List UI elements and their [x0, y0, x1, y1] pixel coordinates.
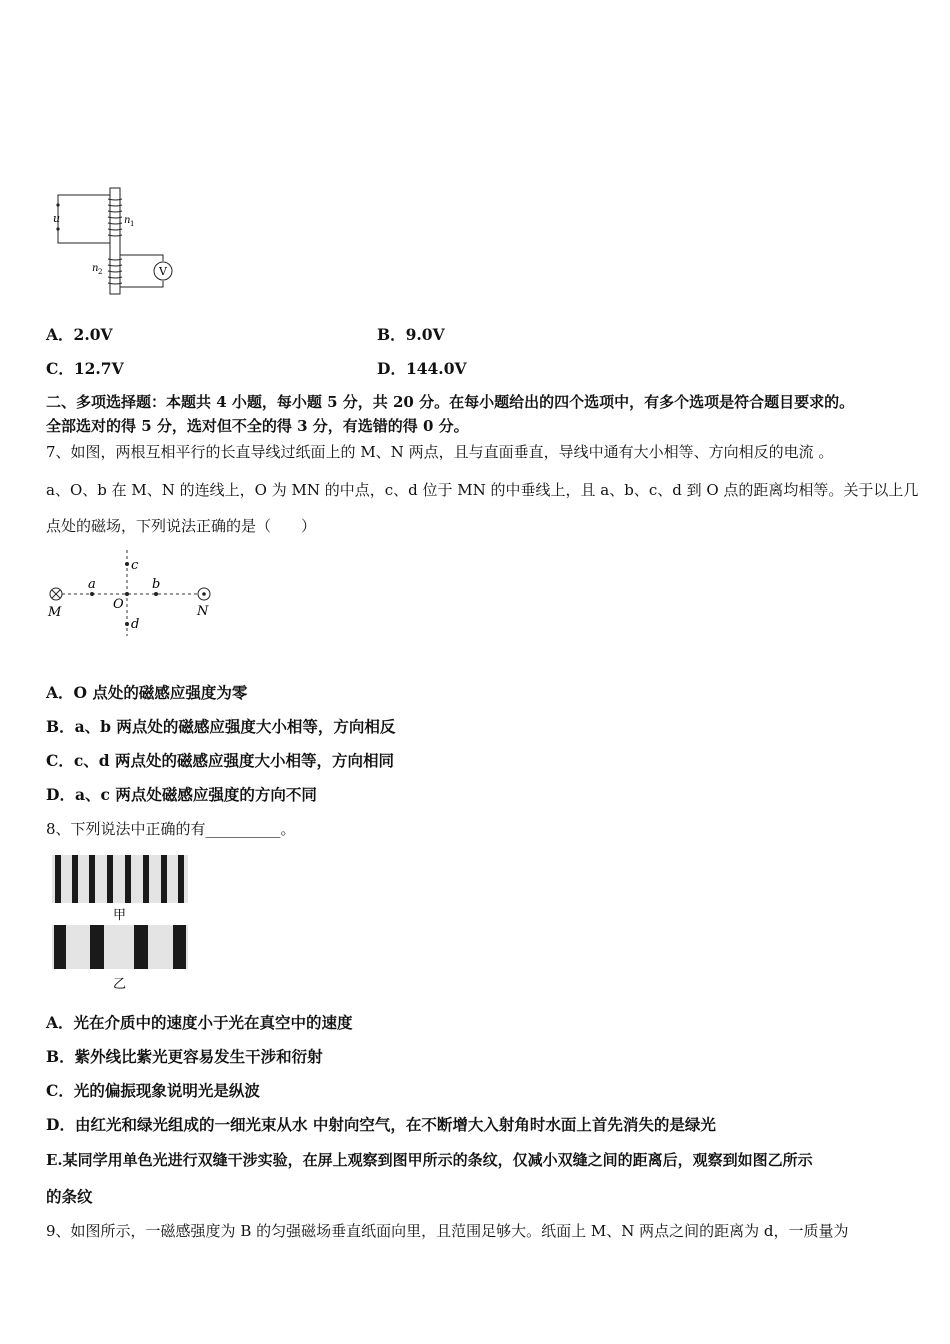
transformer-figure	[48, 185, 183, 300]
q7-option-d: D．a、c 两点处磁感应强度的方向不同	[46, 785, 317, 804]
q8-option-e-line2: 的条纹	[46, 1187, 93, 1206]
q7-stem-line2: a、O、b 在 M、N 的连线上，O 为 MN 的中点，c、d 位于 MN 的中垂线上，且 a、b、c、d 到 O 点的距离均相等。关于以上几	[46, 481, 919, 499]
q8-option-d: D．由红光和绿光组成的一细光束从水 中射向空气，在不断增大入射角时水面上首先消失的是绿光	[46, 1115, 716, 1134]
label-O: O	[113, 597, 124, 612]
label-n1-sub: 1	[130, 220, 135, 228]
label-c: c	[131, 558, 139, 573]
q7-stem-line1: 7、如图，两根互相平行的长直导线过纸面上的 M、N 两点，且与直面垂直，导线中通有大小相等、方向相反的电流 。	[46, 443, 834, 461]
q6-option-d: D．144.0V	[377, 359, 467, 378]
q7-option-a: A．O 点处的磁感应强度为零	[46, 683, 248, 702]
label-N: N	[197, 604, 209, 619]
interference-fringes-figure	[52, 855, 190, 995]
section2-heading-line2: 全部选对的得 5 分，选对但不全的得 3 分，有选错的得 0 分。	[46, 417, 469, 435]
q6-option-b: B．9.0V	[377, 325, 445, 344]
label-n2: n	[92, 263, 99, 274]
label-a: a	[88, 577, 96, 592]
label-n2-sub: 2	[98, 268, 103, 276]
label-M: M	[48, 605, 62, 620]
q6-option-c: C．12.7V	[46, 359, 124, 378]
label-jia: 甲	[113, 908, 127, 923]
q7-stem-line3: 点处的磁场，下列说法正确的是（ ）	[46, 517, 317, 535]
q8-option-a: A．光在介质中的速度小于光在真空中的速度	[46, 1013, 353, 1032]
q8-option-b: B．紫外线比紫光更容易发生干涉和衍射	[46, 1047, 323, 1066]
label-yi: 乙	[113, 977, 127, 992]
q7-option-c: C．c、d 两点处的磁感应强度大小相等，方向相同	[46, 751, 395, 770]
label-b: b	[152, 577, 161, 592]
q8-option-e-line1: E.某同学用单色光进行双缝干涉实验，在屏上观察到图甲所示的条纹，仅减小双缝之间的距离后，观察到如图乙所示	[46, 1151, 813, 1169]
q8-option-c: C．光的偏振现象说明光是纵波	[46, 1081, 260, 1100]
q7-option-b: B．a、b 两点处的磁感应强度大小相等，方向相反	[46, 717, 396, 736]
label-d: d	[131, 617, 140, 632]
label-n1: n	[124, 215, 131, 226]
q8-stem: 8、下列说法中正确的有__________。	[46, 820, 296, 838]
q9-stem-line1: 9、如图所示，一磁感强度为 B 的匀强磁场垂直纸面向里，且范围足够大。纸面上 M、N 两点之间的距离为 d，一质量为	[46, 1222, 849, 1240]
voltmeter-label: V	[159, 265, 167, 278]
wires-figure	[44, 548, 219, 638]
label-u: u	[53, 212, 61, 225]
section2-heading-line1: 二、多项选择题：本题共 4 小题，每小题 5 分，共 20 分。在每小题给出的四个选项中，有多个选项是符合题目要求的。	[46, 393, 855, 411]
q6-option-a: A．2.0V	[46, 325, 113, 344]
